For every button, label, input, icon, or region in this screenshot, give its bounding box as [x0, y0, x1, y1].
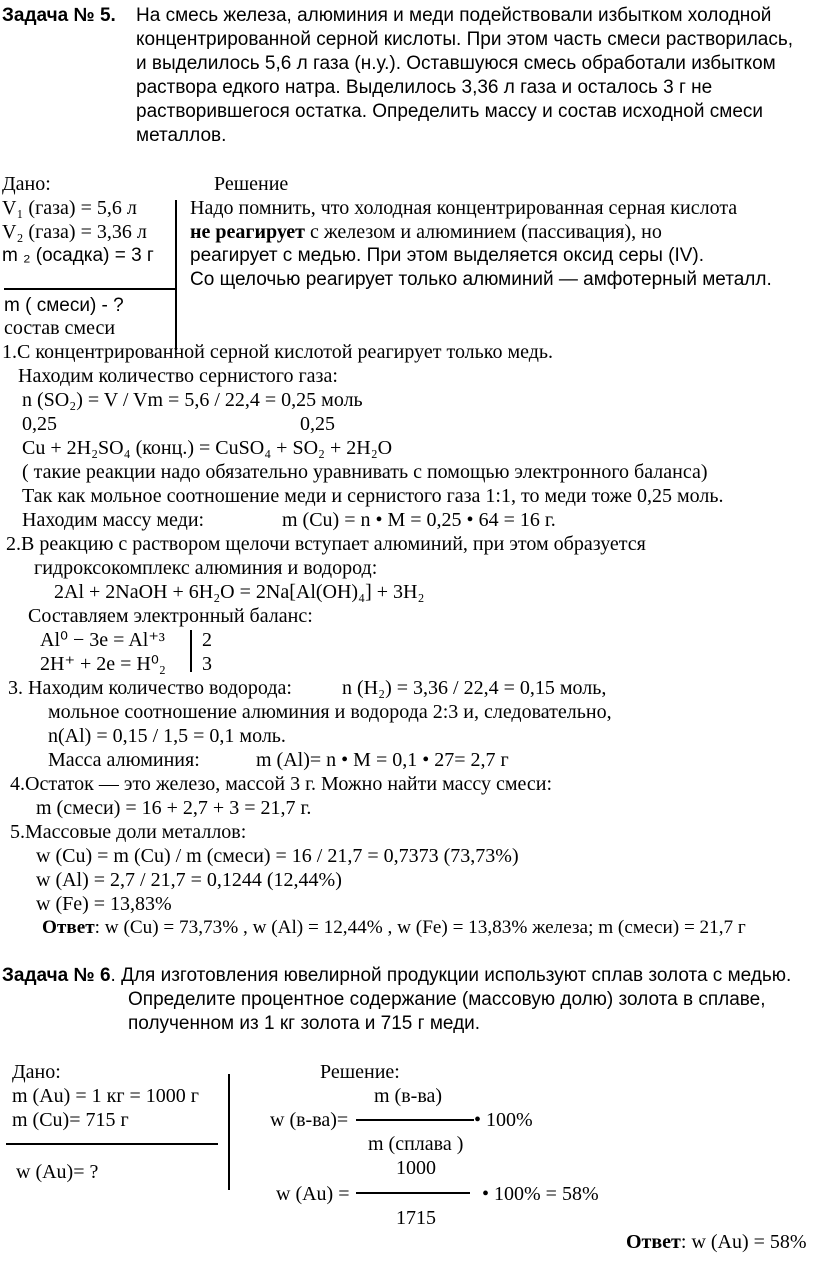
task6-given-separator-vertical: [228, 1074, 230, 1190]
answer-text: : w (Cu) = 73,73% , w (Al) = 12,44% , w (Fe) = 13,83% железа; m (смеси) = 21,7 г: [94, 917, 746, 938]
task6-given-item: m (Au) = 1 кг = 1000 г: [12, 1085, 200, 1107]
step-line: 0,25: [300, 413, 335, 435]
step-line: 2Al + 2NaOH + 6H₂O = 2Na[Al(OH)₄] + 3H₂: [54, 581, 425, 603]
calc-numerator: 1000: [396, 1157, 436, 1179]
step-line: 1.С концентрированной серной кислотой реагирует только медь.: [2, 341, 554, 363]
task6-problem-line: . Для изготовления ювелирной продукции используют сплав золота с медью.: [110, 965, 792, 986]
task5-problem-line: концентрированной серной кислоты. При этом часть смеси растворилась,: [136, 29, 794, 50]
electron-balance-separator: [190, 630, 192, 672]
task5-note-rest: с железом и алюминием (пассивация), но: [304, 221, 662, 243]
step-line: 4.Остаток — это железо, массой 3 г. Можно найти массу смеси:: [10, 773, 553, 795]
task5-find-item: состав смеси: [4, 317, 116, 339]
calc-multiplier: • 100% = 58%: [482, 1183, 599, 1205]
task6-given-item: m (Cu)= 715 г: [12, 1109, 129, 1131]
step-line: w (Al) = 2,7 / 21,7 = 0,1244 (12,44%): [36, 869, 342, 891]
task5-problem-line: раствора едкого натра. Выделилось 3,36 л газа и осталось 3 г не: [136, 77, 713, 98]
step-line: 2: [202, 629, 212, 651]
calc-denominator: 1715: [396, 1207, 436, 1229]
task6-problem-line: Определите процентное содержание (массовую долю) золота в сплаве,: [128, 989, 766, 1010]
task5-note-line: Со щелочью реагирует только алюминий — амфотерный металл.: [190, 269, 772, 290]
task5-find-item: m ( смеси) - ?: [4, 295, 124, 316]
task6-find: w (Au)= ?: [16, 1161, 99, 1183]
task5-note-line: Надо помнить, что холодная концентрированная серная кислота: [190, 197, 738, 219]
task6-problem-line: полученном из 1 кг золота и 715 г меди.: [128, 1013, 481, 1034]
task5-problem-line: и выделилось 5,6 л газа (н.у.). Оставшуюся смесь обработали избытком: [136, 53, 776, 74]
answer-label: Ответ: [626, 1231, 681, 1253]
formula-fraction-bar: [356, 1119, 474, 1121]
task5-problem-line: На смесь железа, алюминия и меди подействовали избытком холодной: [136, 5, 772, 26]
task5-note-bold: не реагирует: [190, 221, 305, 243]
step-line: w (Cu) = m (Cu) / m (смеси) = 16 / 21,7 = 0,7373 (73,73%): [36, 845, 519, 867]
answer-label: Ответ: [42, 917, 95, 938]
calc-lhs: w (Au) =: [276, 1183, 350, 1205]
step-line: Находим количество сернистого газа:: [18, 365, 338, 387]
task5-solution-label: Решение: [214, 173, 289, 195]
step-line: m (Al)= n • M = 0,1 • 27= 2,7 г: [256, 749, 509, 771]
step-line: w (Fe) = 13,83%: [36, 893, 172, 915]
step-line: Находим массу меди:: [22, 509, 205, 531]
task6-given-label: Дано:: [12, 1061, 61, 1083]
task5-problem-line: растворившегося остатка. Определить массу и состав исходной смеси: [136, 101, 763, 122]
step-line: Cu + 2H₂SO₄ (конц.) = CuSO₄ + SO₂ + 2H₂O: [22, 437, 393, 459]
task5-given-item: m ₂ (осадка) = 3 г: [2, 245, 154, 266]
task5-heading: Задача № 5.: [2, 5, 116, 26]
task5-problem-line: металлов.: [136, 125, 227, 146]
step-line: m (смеси) = 16 + 2,7 + 3 = 21,7 г.: [36, 797, 312, 819]
task6-heading-line: [2, 964, 791, 988]
step-line: 3: [202, 653, 212, 675]
step-line: Составляем электронный баланс:: [28, 605, 313, 627]
answer-text: : w (Au) = 58%: [680, 1231, 807, 1253]
step-line: n (SO₂) = V / Vm = 5,6 / 22,4 = 0,25 моль: [22, 389, 363, 411]
task5-given-label: Дано:: [2, 173, 51, 195]
step-line: 2H⁺ + 2e = H⁰₂: [40, 653, 166, 675]
task5-given-item: V₁ (газа) = 5,6 л: [2, 197, 137, 219]
step-line: n(Al) = 0,15 / 1,5 = 0,1 моль.: [48, 725, 286, 747]
step-line: 3. Находим количество водорода:: [8, 677, 292, 699]
step-line: 0,25: [22, 413, 57, 435]
task5-answer: [42, 916, 746, 940]
calc-fraction-bar: [356, 1192, 470, 1194]
given-separator-vertical: [175, 200, 177, 350]
step-line: 2.В реакцию с раствором щелочи вступает алюминий, при этом образуется: [6, 533, 646, 555]
step-line: n (H₂) = 3,36 / 22,4 = 0,15 моль,: [342, 677, 607, 699]
task6-heading: Задача № 6: [2, 965, 111, 986]
task6-answer: [626, 1230, 807, 1254]
task5-note-line: реагирует с медью. При этом выделяется оксид серы (IV).: [190, 245, 705, 266]
formula-lhs: w (в-ва)=: [270, 1109, 349, 1131]
step-line: ( такие реакции надо обязательно уравнивать с помощью электронного баланса): [22, 461, 708, 483]
step-line: 5.Массовые доли металлов:: [10, 821, 247, 843]
step-line: Al⁰ − 3e = Al⁺³: [40, 629, 165, 651]
formula-multiplier: • 100%: [474, 1109, 533, 1131]
step-line: гидроксокомплекс алюминия и водород:: [34, 557, 378, 579]
task5-given-item: V₂ (газа) = 3,36 л: [2, 221, 147, 243]
task6-solution-label: Решение:: [320, 1061, 400, 1083]
given-separator-horizontal: [4, 288, 176, 290]
formula-denominator: m (сплава ): [368, 1133, 464, 1155]
step-line: мольное соотношение алюминия и водорода 2:3 и, следовательно,: [48, 701, 612, 723]
task6-given-separator-horizontal: [6, 1143, 218, 1145]
step-line: Масса алюминия:: [48, 749, 200, 771]
formula-numerator: m (в-ва): [374, 1085, 443, 1107]
task5-note-line: [190, 220, 662, 244]
step-line: m (Cu) = n • M = 0,25 • 64 = 16 г.: [282, 509, 556, 531]
step-line: Так как мольное соотношение меди и сернистого газа 1:1, то меди тоже 0,25 моль.: [22, 485, 724, 507]
